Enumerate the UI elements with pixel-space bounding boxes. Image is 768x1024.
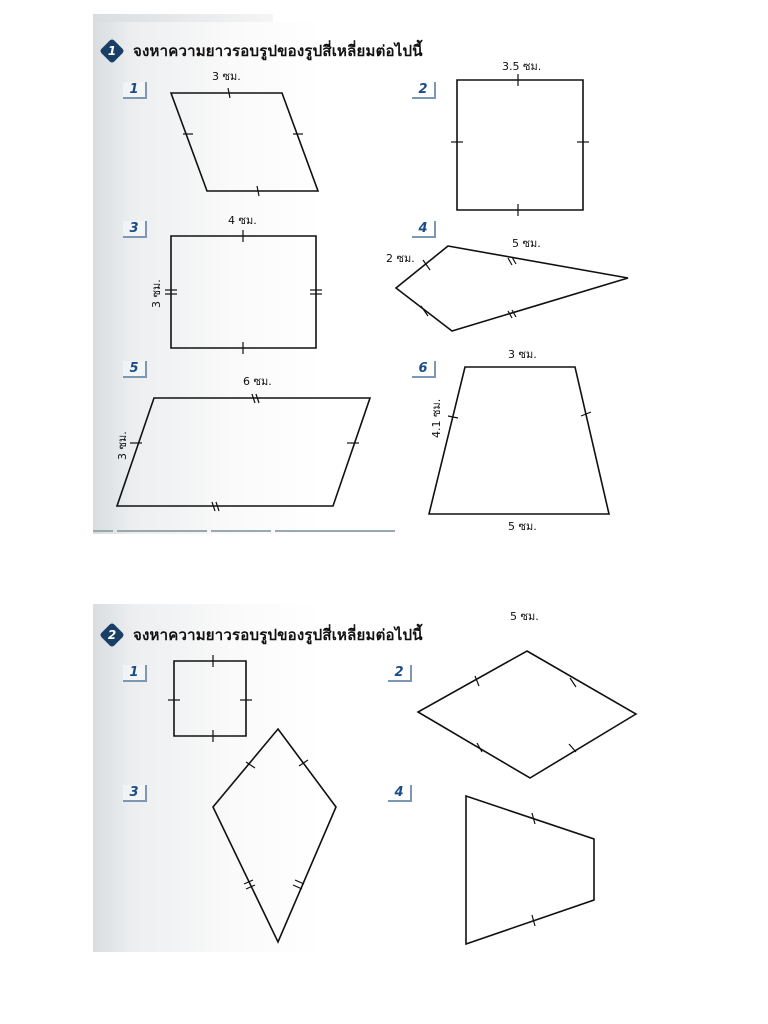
ex1-figure-1-dimension: 3 ซม. (212, 70, 241, 83)
exercise-2-number: 2 (107, 628, 117, 642)
ex2-figure-3-kite (213, 729, 336, 942)
ex1-figure-4-kite (386, 237, 628, 331)
ex2-item-1-label: 1 (123, 665, 147, 682)
ex1-item-1-label: 1 (123, 82, 147, 99)
ex1-figure-6-bottom-dimension: 5 ซม. (508, 520, 537, 533)
ex2-figure-4-trapezoid (466, 796, 594, 944)
ex2-item-3-label: 3 (123, 785, 147, 802)
ex1-figure-5-side-dimension: 3 ซม. (116, 431, 129, 460)
ex1-figure-2-dimension: 3.5 ซม. (502, 60, 542, 73)
ex1-figure-4-short-dimension: 2 ซม. (386, 252, 415, 265)
exercise-1-number: 1 (107, 44, 117, 58)
ex1-figure-3-rectangle (150, 214, 322, 354)
exercise-2-instruction: จงหาความยาวรอบรูปของรูปสี่เหลี่ยมต่อไปนี้ (133, 626, 423, 644)
ex1-item-6-label: 6 (412, 361, 436, 378)
ex2-item-2-label: 2 (388, 665, 412, 682)
ex1-item-4-label: 4 (412, 221, 436, 238)
ex2-item-4-label: 4 (388, 785, 412, 802)
ex1-figure-2-square (451, 60, 589, 216)
exercise-1-instruction: จงหาความยาวรอบรูปของรูปสี่เหลี่ยมต่อไปนี้ (133, 42, 423, 60)
ex1-figure-5-parallelogram (116, 375, 370, 511)
ex1-figure-5-top-dimension: 6 ซม. (243, 375, 272, 388)
ex1-figure-6-trapezoid (429, 348, 609, 533)
ex1-figure-6-top-dimension: 3 ซม. (508, 348, 537, 361)
ex2-corner-note: 5 ซม. (510, 610, 539, 623)
ex2-figure-2-rhombus (418, 651, 636, 778)
ex1-figure-1-rhombus (171, 70, 318, 196)
ex1-figure-3-top-dimension: 4 ซม. (228, 214, 257, 227)
ex1-figure-6-side-dimension: 4.1 ซม. (430, 398, 443, 438)
ex1-item-2-label: 2 (412, 82, 436, 99)
ex1-figure-3-side-dimension: 3 ซม. (150, 279, 163, 308)
ex1-item-3-label: 3 (123, 221, 147, 238)
ex1-figure-4-long-dimension: 5 ซม. (512, 237, 541, 250)
ex1-item-5-label: 5 (123, 361, 147, 378)
ex2-figure-1-square (168, 655, 252, 742)
